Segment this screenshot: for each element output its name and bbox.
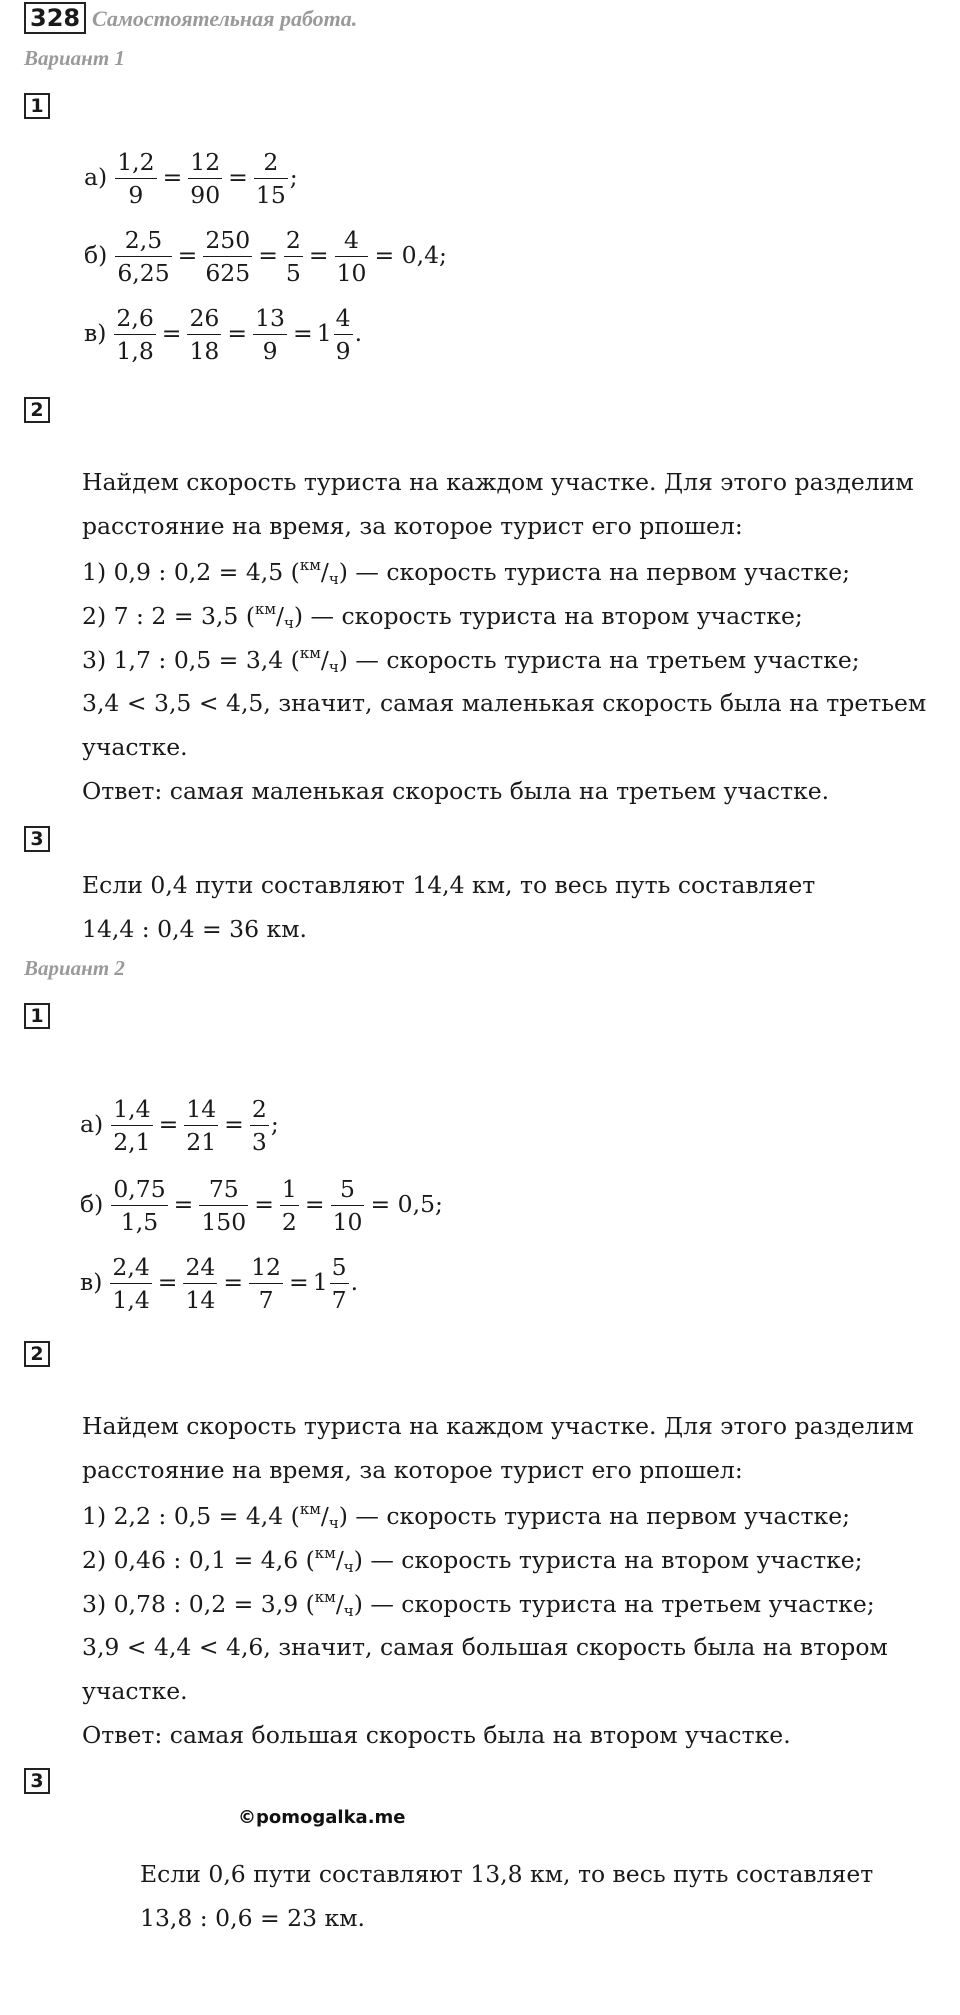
equals-sign: = <box>228 163 248 191</box>
unit-numerator: км <box>314 1544 336 1562</box>
equals-sign: = <box>157 1268 178 1296</box>
fraction-numerator: 13 <box>253 304 287 335</box>
fraction-denominator: 7 <box>258 1286 274 1314</box>
equals-sign: = <box>254 1190 274 1218</box>
v1-task1-row-b <box>84 226 447 287</box>
fraction-denominator: 6,25 <box>117 259 170 287</box>
fraction-numerator: 1,2 <box>115 148 156 179</box>
row-tail: . <box>354 319 363 347</box>
unit-numerator: км <box>314 1588 336 1606</box>
fraction-numerator: 12 <box>188 148 222 179</box>
equals-sign: = <box>162 163 183 191</box>
v1-task-3-box: 3 <box>24 826 50 852</box>
item-label: б) <box>84 241 108 269</box>
fraction-numerator: 26 <box>187 304 221 335</box>
v2-task2-conclusion-2: участке. <box>82 1677 188 1705</box>
v2-task2-step-3: 3) 0,78 : 0,2 = 3,9 $(^{км}/_ч)$ — скорость туриста на третьем участке; <box>82 1588 875 1620</box>
v1-task3-line-2: 14,4 : 0,4 = 36 км. <box>82 915 307 943</box>
fraction <box>111 1175 167 1236</box>
fraction-numerator: 14 <box>184 1095 218 1126</box>
fraction-denominator: 9 <box>262 337 278 365</box>
fraction-denominator: 9 <box>128 181 144 209</box>
unit-numerator: км <box>255 600 277 618</box>
equals-sign: = <box>227 319 248 347</box>
equals-sign: = <box>161 319 182 347</box>
fraction-denominator: 150 <box>201 1208 247 1236</box>
fraction-denominator: 2 <box>281 1208 297 1236</box>
equals-sign: = <box>223 1268 244 1296</box>
equals-sign: = <box>289 1268 309 1296</box>
fraction <box>183 1253 217 1314</box>
v2-task2-line-2: расстояние на время, за которое турист его рпошел: <box>82 1456 743 1484</box>
v1-task-1-fractions <box>84 148 298 209</box>
v2-task-1-row-c-wrap <box>80 1253 358 1314</box>
fraction-denominator: 18 <box>189 337 220 365</box>
fraction-denominator: 1,8 <box>116 337 154 365</box>
fraction-numerator: 2 <box>254 148 288 179</box>
step-expression: 3) 0,78 : 0,2 = 3,9 ( <box>82 1590 315 1618</box>
v2-task-1-row-b-wrap <box>80 1175 443 1236</box>
v2-task2-conclusion-1: 3,9 < 4,4 < 4,6, значит, самая большая скорость была на втором <box>82 1633 888 1661</box>
fraction-denominator: 10 <box>336 259 367 287</box>
watermark: ©pomogalka.me <box>238 1807 406 1828</box>
v1-task3-line-1: Если 0,4 пути составляют 14,4 км, то весь путь составляет <box>82 871 816 899</box>
fraction-numerator: 2 <box>284 226 303 257</box>
v1-task-1-row-b-wrap <box>84 226 447 287</box>
fraction <box>330 1253 349 1314</box>
fraction <box>111 1095 152 1156</box>
v1-task-1-box: 1 <box>24 93 50 119</box>
step-description: ) — скорость туриста на третьем участке; <box>338 646 860 674</box>
step-expression: 3) 1,7 : 0,5 = 3,4 ( <box>82 646 300 674</box>
v2-task2-answer: Ответ: самая большая скорость была на втором участке. <box>82 1721 791 1749</box>
unit-denominator: ч <box>343 1602 354 1620</box>
step-expression: 2) 7 : 2 = 3,5 ( <box>82 602 255 630</box>
fraction-numerator: 2 <box>250 1095 269 1126</box>
fraction <box>188 148 222 209</box>
fraction <box>335 226 369 287</box>
equals-sign: = <box>308 241 329 269</box>
fraction-numerator: 250 <box>203 226 252 257</box>
fraction <box>115 226 171 287</box>
item-label: а) <box>84 163 108 191</box>
unit-denominator: ч <box>283 614 294 632</box>
row-tail: = 0,4; <box>374 241 447 269</box>
equals-sign: = <box>158 1110 179 1138</box>
fraction <box>254 148 288 209</box>
fraction-denominator: 10 <box>332 1208 363 1236</box>
v2-task-1-box: 1 <box>24 1003 50 1029</box>
fraction-numerator: 5 <box>331 1175 365 1206</box>
variant-1-label: Вариант 1 <box>24 46 125 70</box>
step-expression: 2) 0,46 : 0,1 = 4,6 ( <box>82 1546 315 1574</box>
v2-task-2-box: 2 <box>24 1341 50 1367</box>
v2-task2-line-1: Найдем скорость туриста на каждом участке. Для этого разделим <box>82 1412 914 1440</box>
v2-task1-row-a <box>80 1095 279 1156</box>
fraction-denominator: 14 <box>185 1286 216 1314</box>
item-label: б) <box>80 1190 104 1218</box>
unit-numerator: км <box>299 644 321 662</box>
fraction <box>284 226 303 287</box>
fraction <box>253 304 287 365</box>
step-expression: 1) 2,2 : 0,5 = 4,4 ( <box>82 1502 300 1530</box>
step-description: ) — скорость туриста на втором участке; <box>293 602 803 630</box>
fraction-denominator: 90 <box>190 181 221 209</box>
unit-denominator: ч <box>328 570 339 588</box>
item-label: а) <box>80 1110 104 1138</box>
fraction-denominator: 3 <box>251 1128 267 1156</box>
fraction <box>203 226 252 287</box>
v2-task3-line-2: 13,8 : 0,6 = 23 км. <box>140 1904 365 1932</box>
item-label: в) <box>84 319 107 347</box>
step-description: ) — скорость туриста на первом участке; <box>338 1502 851 1530</box>
v2-task1-row-b <box>80 1175 443 1236</box>
exercise-number: 328 <box>24 2 86 34</box>
v2-task-1-row-a-wrap <box>80 1095 279 1156</box>
variant-2-label: Вариант 2 <box>24 956 125 980</box>
fraction-numerator: 5 <box>330 1253 349 1284</box>
unit-denominator: ч <box>328 1514 339 1532</box>
fraction-denominator: 7 <box>331 1286 347 1314</box>
v1-task-2-box: 2 <box>24 397 50 423</box>
v2-task-3-box: 3 <box>24 1768 50 1794</box>
v1-task2-conclusion-2: участке. <box>82 733 188 761</box>
equals-sign: = <box>258 241 278 269</box>
fraction-denominator: 1,4 <box>112 1286 150 1314</box>
fraction-numerator: 1 <box>280 1175 299 1206</box>
mixed-whole: 1 <box>312 1268 328 1296</box>
fraction-denominator: 15 <box>255 181 286 209</box>
fraction <box>184 1095 218 1156</box>
equals-sign: = <box>224 1110 244 1138</box>
fraction-numerator: 2,6 <box>114 304 155 335</box>
v1-task1-row-c <box>84 304 362 365</box>
fraction <box>199 1175 248 1236</box>
row-tail: = 0,5; <box>370 1190 443 1218</box>
v2-task2-step-1: 1) 2,2 : 0,5 = 4,4 $(^{км}/_ч)$ — скорость туриста на первом участке; <box>82 1500 851 1532</box>
step-description: ) — скорость туриста на первом участке; <box>338 558 851 586</box>
v1-task2-answer: Ответ: самая маленькая скорость была на третьем участке. <box>82 777 830 805</box>
item-label: в) <box>80 1268 103 1296</box>
v1-task1-row-a <box>84 148 298 209</box>
step-description: ) — скорость туриста на третьем участке; <box>353 1590 875 1618</box>
unit-denominator: ч <box>343 1558 354 1576</box>
fraction-denominator: 9 <box>335 337 351 365</box>
fraction <box>249 1253 283 1314</box>
unit-numerator: км <box>299 556 321 574</box>
fraction-numerator: 2,4 <box>110 1253 151 1284</box>
fraction-numerator: 4 <box>335 226 369 257</box>
fraction <box>250 1095 269 1156</box>
step-expression: 1) 0,9 : 0,2 = 4,5 ( <box>82 558 300 586</box>
fraction <box>331 1175 365 1236</box>
fraction <box>110 1253 151 1314</box>
v1-task-1-row-c-wrap <box>84 304 362 365</box>
v2-task3-line-1: Если 0,6 пути составляют 13,8 км, то весь путь составляет <box>140 1860 874 1888</box>
fraction <box>280 1175 299 1236</box>
v1-task2-step-2: 2) 7 : 2 = 3,5 $(^{км}/_ч)$ — скорость туриста на втором участке; <box>82 600 803 632</box>
fraction <box>114 304 155 365</box>
row-tail: ; <box>270 1110 279 1138</box>
v1-task2-conclusion-1: 3,4 < 3,5 < 4,5, значит, самая маленькая скорость была на третьем <box>82 689 927 717</box>
equals-sign: = <box>293 319 313 347</box>
v1-task2-step-3: 3) 1,7 : 0,5 = 3,4 $(^{км}/_ч)$ — скорость туриста на третьем участке; <box>82 644 860 676</box>
v2-task2-step-2: 2) 0,46 : 0,1 = 4,6 $(^{км}/_ч)$ — скорость туриста на втором участке; <box>82 1544 863 1576</box>
fraction-numerator: 4 <box>334 304 353 335</box>
row-tail: . <box>350 1268 359 1296</box>
fraction-denominator: 1,5 <box>120 1208 159 1236</box>
fraction <box>334 304 353 365</box>
fraction-numerator: 2,5 <box>115 226 171 257</box>
mixed-whole: 1 <box>316 319 332 347</box>
v1-task2-line-1: Найдем скорость туриста на каждом участке. Для этого разделим <box>82 468 914 496</box>
equals-sign: = <box>304 1190 325 1218</box>
fraction-denominator: 5 <box>285 259 301 287</box>
step-description: ) — скорость туриста на втором участке; <box>353 1546 863 1574</box>
v1-task2-line-2: расстояние на время, за которое турист его рпошел: <box>82 512 743 540</box>
unit-numerator: км <box>299 1500 321 1518</box>
fraction-numerator: 12 <box>249 1253 283 1284</box>
fraction-denominator: 2,1 <box>113 1128 151 1156</box>
v1-task2-step-1: 1) 0,9 : 0,2 = 4,5 $(^{км}/_ч)$ — скорость туриста на первом участке; <box>82 556 851 588</box>
fraction-denominator: 21 <box>186 1128 217 1156</box>
equals-sign: = <box>173 1190 194 1218</box>
equals-sign: = <box>177 241 198 269</box>
fraction-numerator: 75 <box>199 1175 248 1206</box>
exercise-title: Самостоятельная работа. <box>92 6 358 31</box>
row-tail: ; <box>289 163 298 191</box>
fraction-denominator: 625 <box>205 259 251 287</box>
fraction <box>115 148 156 209</box>
unit-denominator: ч <box>328 658 339 676</box>
fraction-numerator: 0,75 <box>111 1175 167 1206</box>
fraction <box>187 304 221 365</box>
fraction-numerator: 24 <box>183 1253 217 1284</box>
fraction-numerator: 1,4 <box>111 1095 152 1126</box>
v2-task1-row-c <box>80 1253 358 1314</box>
